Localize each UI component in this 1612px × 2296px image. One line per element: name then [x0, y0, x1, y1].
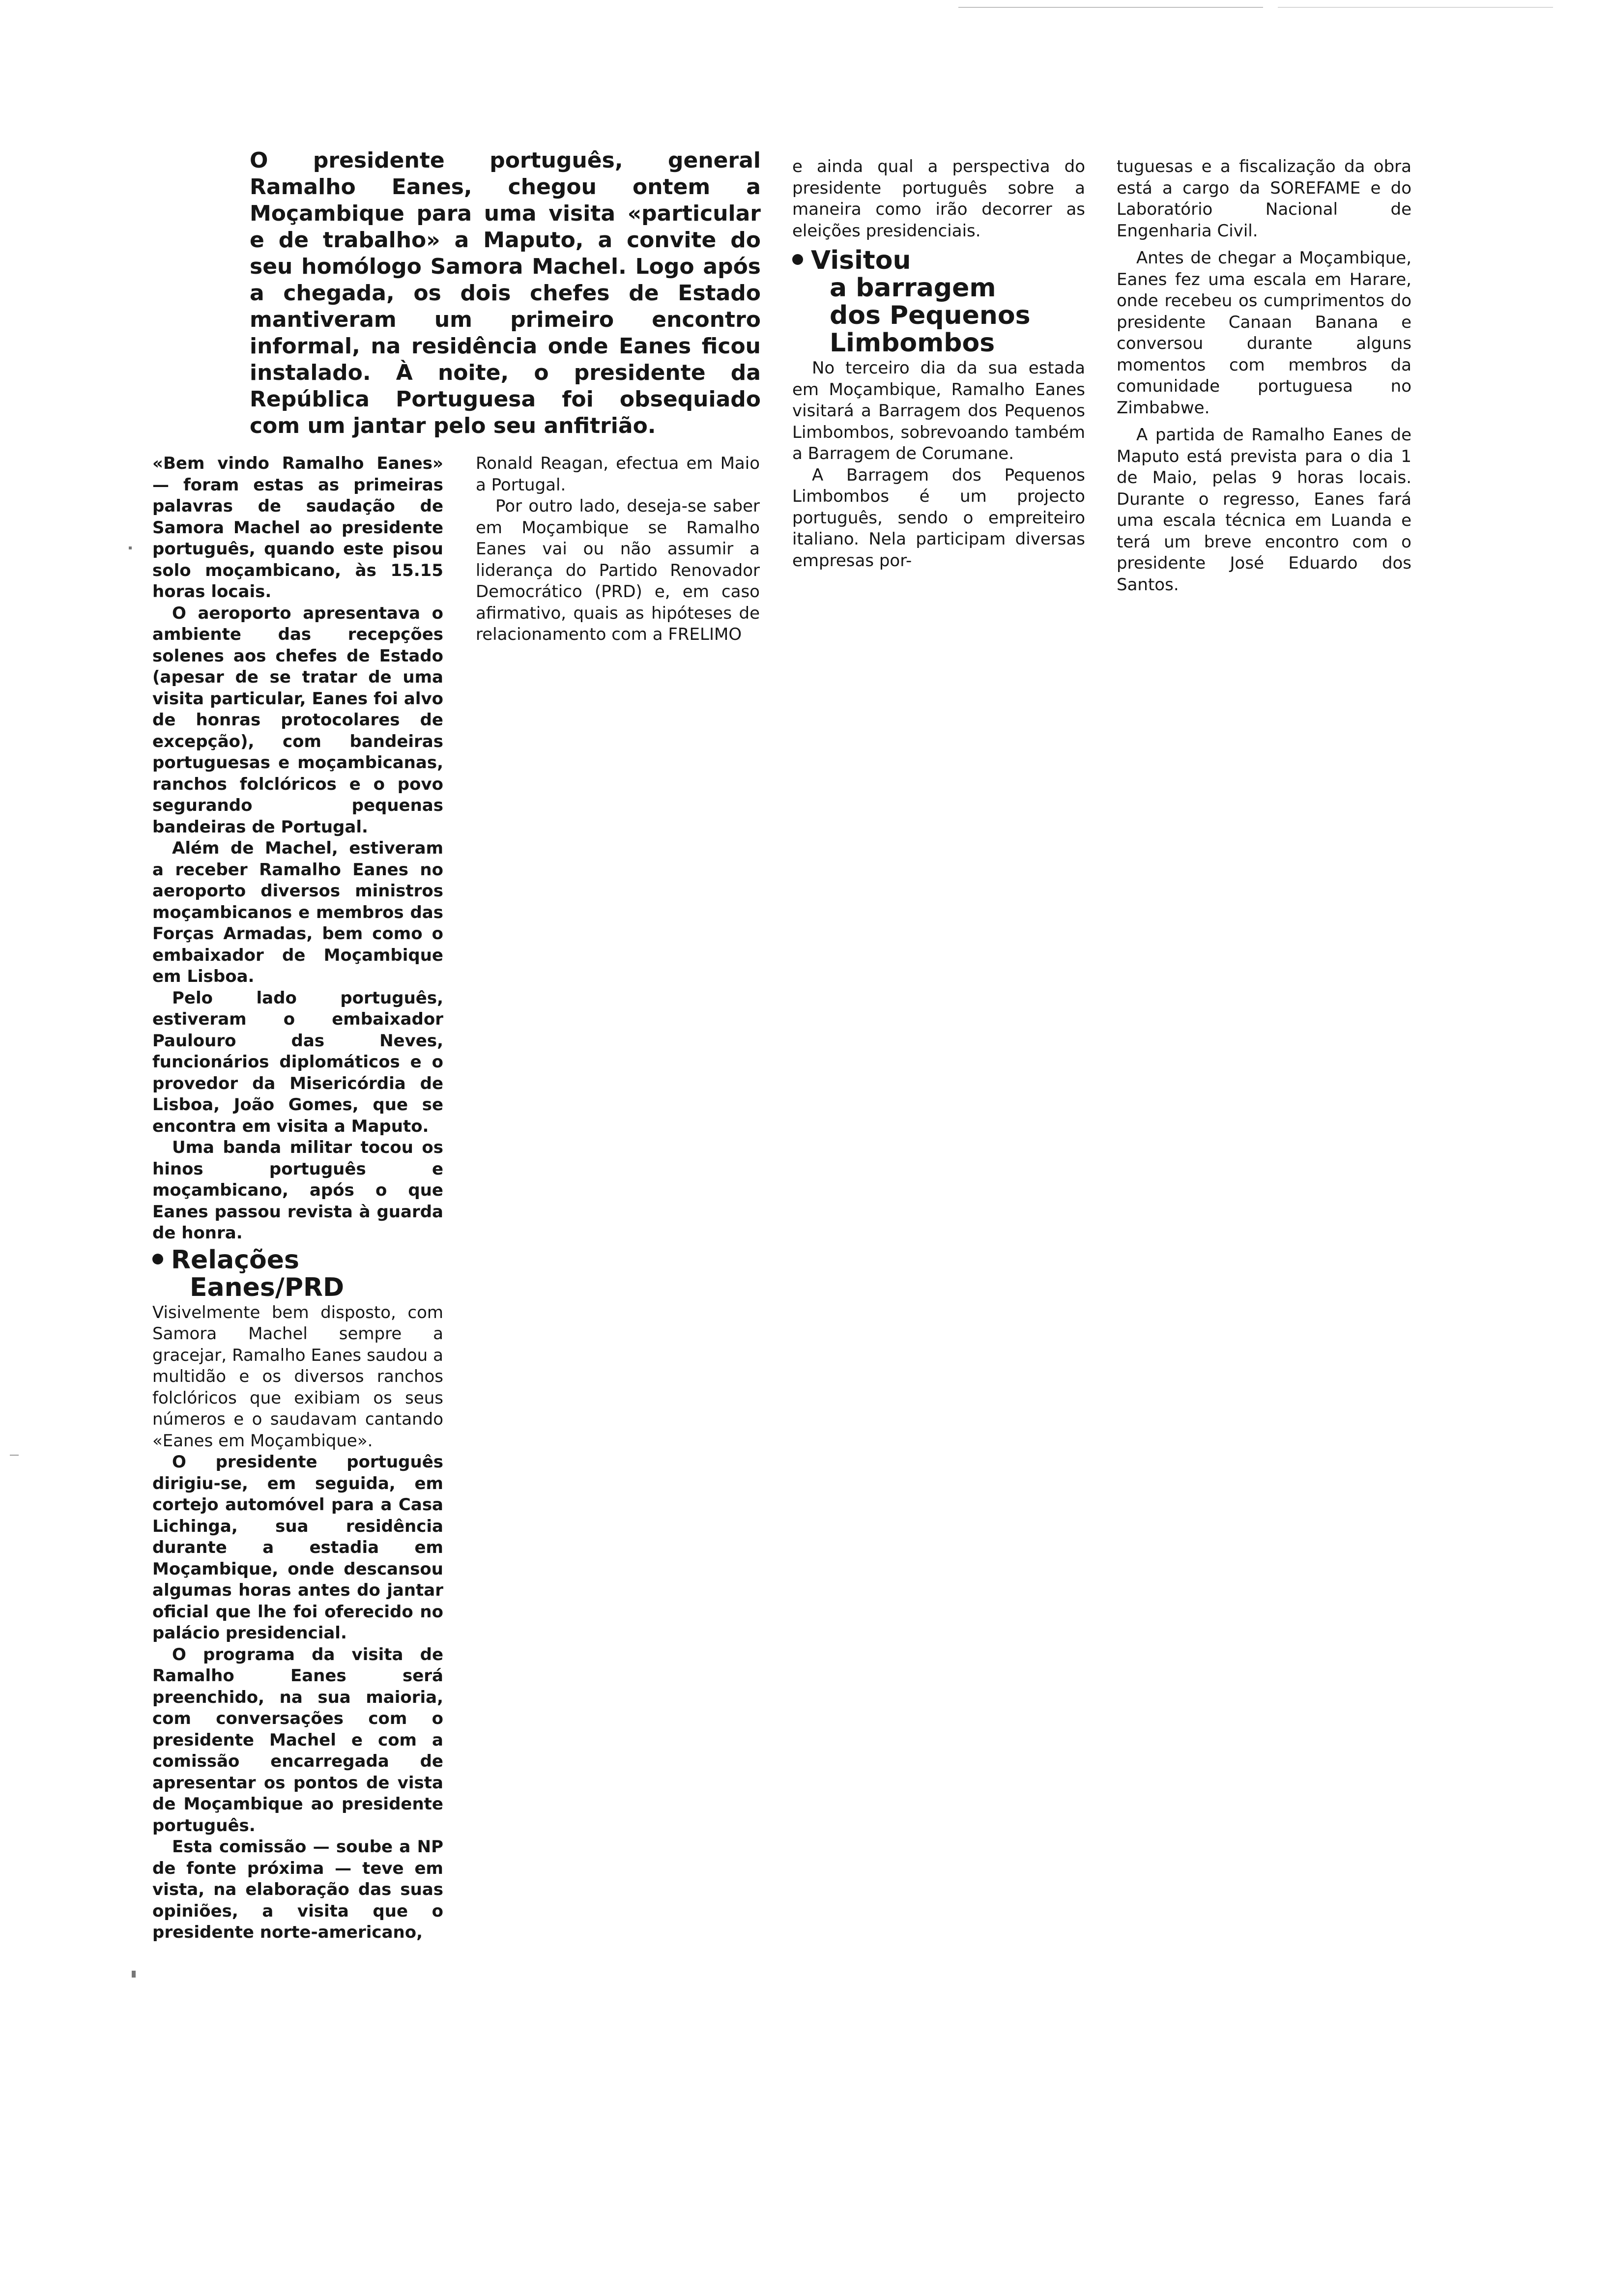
- article-column-1: [152, 453, 443, 1944]
- paragraph: Ronald Reagan, efectua em Maio a Portugal.: [476, 454, 760, 495]
- subheading-line: Limbombos: [830, 328, 995, 358]
- article-column-4: [1117, 156, 1411, 596]
- paragraph: Pelo lado português, estiveram o embaixador Paulouro das Neves, funcionários diplomáticos e o provedor da Misericórdia de Lisboa, João Gomes, que se encontra em visita a Maputo.: [152, 988, 443, 1136]
- paragraph: A Barragem dos Pequenos Limbombos é um projecto português, sendo o empreiteiro italiano. Nela participam diversas empresas por-: [792, 465, 1085, 571]
- paragraph: Uma banda militar tocou os hinos português e moçambicano, após o que Eanes passou revista à guarda de honra.: [152, 1138, 443, 1243]
- subheading-line: Relações: [171, 1245, 299, 1275]
- paragraph: O aeroporto apresentava o ambiente das recepções solenes aos chefes de Estado (apesar de se tratar de uma visita particular, Eanes foi alvo de honras protocolares de excepção), com bandeiras portuguesas e moçambicanas, ranchos folclóricos e o povo segurando pequenas bandeiras de Portugal.: [152, 603, 443, 837]
- subheading-line: dos Pequenos: [830, 301, 1031, 330]
- paragraph: Além de Machel, estiveram a receber Ramalho Eanes no aeroporto diversos ministros moçambicanos e membros das Forças Armadas, bem como o embaixador de Moçambique em Lisboa.: [152, 838, 443, 986]
- scan-speck: [129, 546, 132, 549]
- paragraph: O programa da visita de Ramalho Eanes será preenchido, na sua maioria, com conversações com o presidente Machel e com a comissão encarregada de apresentar os pontos de vista de Moçambique ao presidente português.: [152, 1644, 443, 1836]
- scan-artifact-line: [958, 7, 1263, 8]
- scan-artifact-line: [1278, 7, 1553, 8]
- article-column-3: [792, 156, 1085, 572]
- bullet-icon: [792, 254, 803, 265]
- paragraph: No terceiro dia da sua estada em Moçambique, Ramalho Eanes visitará a Barragem dos Pequenos Limbombos, sobrevoando também a Barragem de Corumane.: [792, 358, 1085, 463]
- subheading-visitou-barragem: [792, 247, 1085, 357]
- article-column-2: [476, 453, 760, 646]
- subheading-line: Visitou: [811, 246, 911, 275]
- article-lead: O presidente português, general Ramalho Eanes, chegou ontem a Moçambique para uma visita «particular e de trabalho» a Maputo, a convite do seu homólogo Samora Machel. Logo após a chegada, os dois chefes de Estado mantiveram um primeiro encontro informal, na residência onde Eanes ficou instalado. À noite, o presidente da República Portuguesa foi obsequiado com um jantar pelo seu anfitrião.: [250, 148, 761, 438]
- paragraph: A partida de Ramalho Eanes de Maputo está prevista para o dia 1 de Maio, pelas 9 horas locais. Durante o regresso, Eanes fará uma escala técnica em Luanda e terá um breve encontro com o presidente José Eduardo dos Santos.: [1117, 425, 1411, 595]
- scan-speck: [10, 1455, 19, 1456]
- scan-speck: [132, 1971, 136, 1978]
- paragraph: e ainda qual a perspectiva do presidente português sobre a maneira como irão decorrer as eleições presidenciais.: [792, 157, 1085, 241]
- paragraph: tuguesas e a fiscalização da obra está a cargo da SOREFAME e do Laboratório Nacional de Engenharia Civil.: [1117, 157, 1411, 241]
- paragraph: «Bem vindo Ramalho Eanes» — foram estas as primeiras palavras de saudação de Samora Machel ao presidente português, quando este pisou solo moçambicano, às 15.15 horas locais.: [152, 454, 443, 602]
- subheading-line: a barragem: [830, 273, 996, 303]
- paragraph: Visivelmente bem disposto, com Samora Machel sempre a gracejar, Ramalho Eanes saudou a multidão e os diversos ranchos folclóricos que exibiam os seus números e o saudavam cantando «Eanes em Moçambique».: [152, 1302, 443, 1451]
- paragraph: Antes de chegar a Moçambique, Eanes fez uma escala em Harare, onde recebeu os cumprimentos do presidente Canaan Banana e conversou durante alguns momentos com membros da comunidade portuguesa no Zimbabwe.: [1117, 248, 1411, 418]
- subheading-line: Eanes/PRD: [190, 1272, 345, 1302]
- bullet-icon: [152, 1254, 163, 1264]
- paragraph: Por outro lado, deseja-se saber em Moçambique se Ramalho Eanes vai ou não assumir a liderança do Partido Renovador Democrático (PRD) e, em caso afirmativo, quais as hipóteses de relacionamento com a FRELIMO: [476, 496, 760, 644]
- subheading-relacoes: [152, 1246, 443, 1301]
- paragraph: Esta comissão — soube a NP de fonte próxima — teve em vista, na elaboração das suas opiniões, a visita que o presidente norte-americano,: [152, 1837, 443, 1942]
- paragraph: O presidente português dirigiu-se, em seguida, em cortejo automóvel para a Casa Lichinga, sua residência durante a estadia em Moçambique, onde descansou algumas horas antes do jantar oficial que lhe foi oferecido no palácio presidencial.: [152, 1452, 443, 1643]
